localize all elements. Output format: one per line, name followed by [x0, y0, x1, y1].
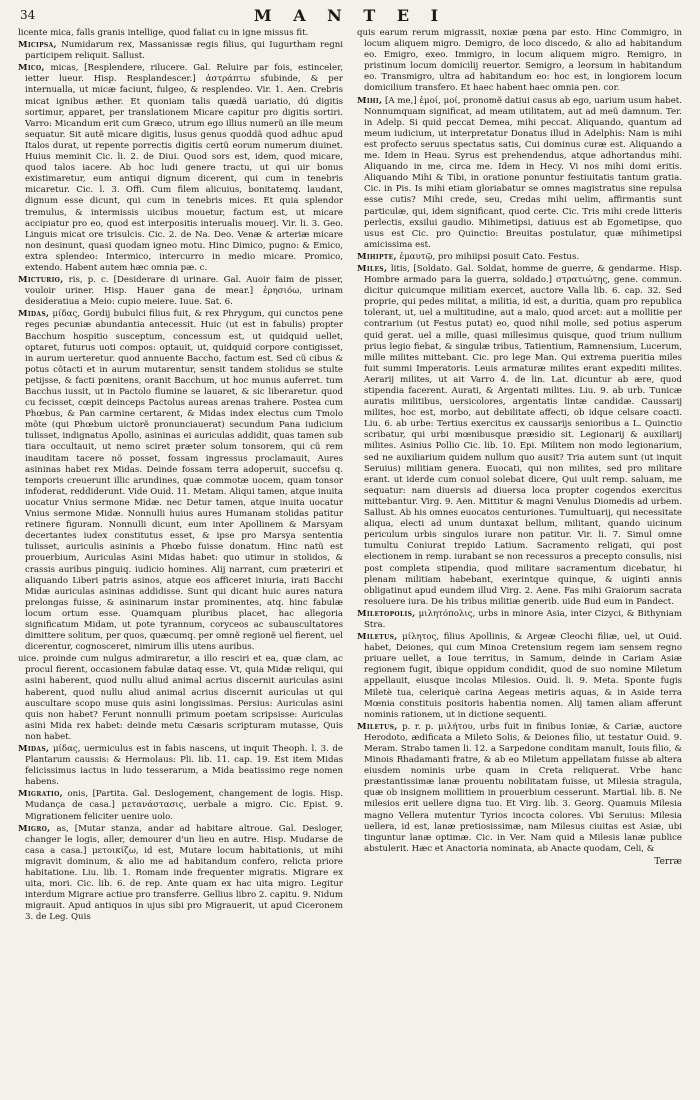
right-column — [357, 28, 682, 1094]
dictionary-entry — [357, 722, 682, 855]
entry-text: μίδας, Gordij bubulci filius fuit, & rex Phrygum, qui cunctos pene reges pecuniæ abundantia antecessit. Huic (ut est in fabulis) propter Bacchum hospitio susceptum, concessum est, ut quidquid uellet, optaret, futurus uoti compos: optauit, ut, quidquid corpore contigisset, in aurum uerteretur. quod annuente Baccho, factum est. Sed cũ cibus & potus cõtacti et in aurum mutarentur, sensit tandem stolidus se stulte petijsse, & facti pœnitens, oranit Bacchum, ut hoc munus auferret. tum Bacchus iussit, ut in Pactolo flumine se lauaret, & sic liberaretur. quod cu fecisset, cœpit deinceps Pactolus aureas arenas trahere. Postea cum Phœbus, & Pan carmine certarent, & Midas index electus cum Tmolo mõte (qui Phœbum uictorẽ pronunciauerat) secundum Pana iudicium tulisset, indignatus Apollo, asininas ei auriculas addidit, quas tamen sub tiara occultauit, ut nemo sciret præter solum tonsorem, qui cũ rem inauditam tacere nõ posset, fossam ingressus proclamauit, Aures asininas habet rex Midas. Deinde fossam terra adoperuit, succefsu q. temporis creuerunt illic arundines, quæ commotæ uocem, quam tonsor infoderat, reddiderunt. Vide Ouid. 11. Metam. Aliqui tamen, atque inuita uocatur Vnius sermone Midæ. nec Detur tamen, atque inuita uocatur Vnius sermone Midæ. Nonnulli huius aures Humanam stolidas patitur retinere figuram. Nonnulli dicunt, eum inter Apollinem & Marsyam decertantes iudex constitutus esset, & ipse pro Marsya sententia tulisset, auriculis asininis a Phœbo fuisse donatum. Hinc natũ est prouerbium, Auriculas Asini Midas habet: quo utimur in stolidos, & crassis auribus pinguiq. iudicio homines. Alij narrant, cum præteriri et aliquando Liberi patris asinos, atque eos afficeret iniuria, irati Bacchi Midæ auriculas asininas addidisse. Sunt qui dicant huic aures natura prelongas fuisse, & asininarum instar prominentes, atq. hinc fabulæ locum ortum esse. Quamquam pluribus placet, hac allegoria significatum Midam, ut pote tyrannum, coryceos ac subauscultatores dimittere solitum, per quos, quæcumq. per omnẽ regionẽ uel fierent, uel dicerentur, cognosceret, nimirum illis utens auribus. — [25, 309, 343, 653]
catchword: Terræ — [654, 856, 682, 867]
dictionary-entry — [18, 309, 343, 653]
entry-text: onis, [Partita. Gal. Deslogement, changement de logis. Hisp. Mudança de casa.] μετανάστασις, uerbale a migro. Cic. Epist. 9. Migrationem feliciter uenire uolo. — [25, 789, 343, 822]
entry-headword: Miletopolis, — [357, 608, 416, 619]
entry-headword: Migro, — [18, 823, 51, 834]
dictionary-entry — [18, 40, 343, 62]
entry-text: [A me,] ἐμοί, μοί, pronomẽ datiui casus ab ego, uarium usum habet. Nonnumquam significat, ad meam utilitatem, aut ad meũ damnum. Ter. in Adelp. Si quid peccat Demea, mihi peccat. Aliquando, quantum ad meum iudicium, ut interpretatur Donatus illud in Adelphis: Nam is mihi est profecto seruus spectatus satis, Cui dominus curæ est. Aliquando a me. Idem in Heau. Syrus est prehendendus, atque adhortandus mihi. Aliquando in me, circa me. Idem in Hecy. Vi nos mihi domi eritis. Aliquando Mihi & Tibi, in oratione ponuntur festiuitatis tantum gratia. Cic. in Pis. Is mihi etiam gloriabatur se omnes magistratus sine repulsa esse cutis? Mihi crede, seu, Credas mihi uelim, affirmantis sunt particulæ, qui, idem significant, quod certe. Cic. Tris mihi crede litteris perlectis, exsilui gaudio. Mihimetipsi, datiuus est ab Egometipse, quo usus est Cic. pro Quinctio: Breuitas postulatur, quæ mihimetipsi amicissima est. — [364, 95, 682, 250]
dictionary-entry — [18, 275, 343, 308]
dictionary-entry — [357, 252, 682, 263]
entry-headword: Midas, — [18, 309, 50, 320]
dictionary-entry — [18, 63, 343, 274]
dictionary-entry — [18, 824, 343, 924]
dictionary-entry — [357, 28, 682, 95]
entry-text: μίλητος, filius Apollinis, & Argeæ Cleochi filiæ, uel, ut Ouid. habet, Deiones, qui cum Minoa Cretensium regem iam sensem regno priuare uellet, a Ioue territus, in Samum, deinde in Cariam Asiæ regionem fugit, ibique oppidum condidit, quod de suo nomine Miletum appellauit, eiusque incolas Milesios. Ouid. li. 9. Meta. Sponte fugis Miletè tua, celeriquè carina Aegeas metiris aquas, & in Aside terra Mœnia constituis positoris habentia nomen. Alij tamen aliam afferunt nominis rationem, ut in dictione sequenti. — [364, 632, 682, 720]
entry-headword: Mihi, — [357, 95, 383, 106]
entry-text: licente mica, falls granis intellige, quod faliat cu in igne missus fit. — [18, 28, 309, 38]
text-columns — [18, 28, 682, 1094]
entry-headword: Midas, — [18, 744, 50, 754]
entry-text: μίδας, uermiculus est in fabis nascens, ut inquit Theoph. l. 3. de Plantarum caussis: & Hermolaus: Pli. lib. 11. cap. 19. Est item Midas felicissimus iactus in ludo tesserarum, a Mida beatissimo rege nomen habens. — [25, 744, 343, 788]
entry-headword: Miletus, — [357, 632, 398, 643]
running-head — [18, 6, 682, 28]
entry-text: litis, [Soldato. Gal. Soldat, homme de guerre, & gendarme. Hisp. Hombre armado para la guerra, soldado.] στρατιώτης, gene. commun. dicitur quicumque militiam exercet, auctore Valla lib. 6. cap. 32. Sed proprie, qui pedes militat, a militia, id est, a duritia, quam pro republica tolerant, ut, uel a multitudine, aut a malo, quod arcet: aut a mollitie per contrarium (ut Festus putat) eo, quod nihil molle, sed potius asperum quid gerat. uel a mille, quasi millesimus quisque, quod trium nullium prius legio fiebat, & singulæ tribus, Tatientium, Ramnensium, Lucerum, mille milites mittebant. Cic. pro lege Man. Qui extrema pueritia miles fuit summi Imperatoris. Leuis armaturæ milites erant expediti milites. Aerarij milites, ut ait Varro 4. de lin. Lat. dicuntur ab ære, quod stipendia facerent. Aurati, & Argentati milites. Liu. 9. ab urb. Tunicæ auratis militibus, uersicolores, argentatis lintæ candidæ. Caussarij milites, hoc est, morbo, aut debilitate affecti, ob idque celsare coacti. Liu. 6. ab urbe: Tertius exercitus ex caussarijs senioribus a L. Quinctio scribatur, qui urbi mœnibusque præsidio sit. Legionarij & auxiliarij milites. Asinius Pollio Cic. lib. 10. Epi. Militem non modo legionarium, sed ne auxiliarium quidem nullum quo ausit? Tria autem sunt (ut inquit Seruius) militiam genera. Euocati, qui non milites, sed pro militare erant. ut iderde cum conuol solebat dicere, Qui uult remp. saluam, me sequatur: nam diuersis ad diuersa loca propter cogendos exercitus mittebantur. Virg. 9. Aen. Mittitur & magni Venulus Diomedis ad urbem. Sallust. Ab his omnes euocatos centuriones. Tumultuarij, qui necessitate aliqua, electi ad unum duntaxat bellum, militant, quando uicinum periculum urbis singulos iurare non patitur. Vir. li. 7. Simul omne tumultu Coniurat trepido Latium. Sacramento religati, qui post electionem in remp. iurabant se non recessuros a precepto consulis, nisi post completa stipendia, quod militare sacramentum dicebatur, hi plenam militiam habebant, exerintque quinque, & uiginti annis obligatinut apud eundem illud Virg. 2. Aene. Fas mihi Graiorum sacrata resoluere iura. De his tribus militiæ generib. uide Bud eum in Pandect. — [364, 263, 682, 607]
entry-text: quis earum rerum migrassit, noxiæ pœna par esto. Hinc Commigro, in locum aliquem migro. Demigro, de loco discedo, & alio ad habitandum eo. Emigro, exeo. Immigro, in locum aliquem migro. Remigro, in pristinum locum domicilij reuertor. Semigro, a leorsum in habitandum eo. Transmigro, ultra ad habitandum eo: hoc est, in longiorem locum domicilium transfero. Et haec habent haec omnia pen. cor. — [357, 28, 682, 94]
dictionary-entry — [18, 654, 343, 743]
entry-text: p. r. p. μιλήτου, urbs fuit in finibus Ioniæ, & Cariæ, auctore Herodoto, ædificata a Mileto Solis, & Deiones filio, ut testatur Ouid. 9. Meram. Strabo tamen li. 12. a Sarpedone conditam manult, Iouis filio, & Minois Rhadamanti fratre, & ab eo Miletum appellatam fuisse ab altera eiusdem nominis urbe quam in Creta reliquerat. Vrbe hanc præstantissimæ lanæ prouentu nobilitatam fuisse, ut Milesia stragula, quæ ob insignem mollitiem in prouerbium cesserunt. Martial. lib. 8. Ne milesios erit uellere digna tuo. Et Virg. lib. 3. Georg. Quamuis Milesia magno Vellera mutentur Tyrios incocta colores. Vbi Seruius: Milesia uellera, id est, lanæ pretiosissimæ, nam Milesus ciuitas est Asiæ, ubi tinguntur lanæ optimæ. Cic. in Ver. Nam quid a Milesis lanæ publice abstulerit. Hæc et Anactoria nominata, ab Anacte quodam, Celi, & — [364, 721, 682, 854]
entry-text: μιλητόπολις, urbs in minore Asia, inter Cizyci, & Bithyniam Stra. — [364, 608, 682, 630]
entry-headword: Micipsa, — [18, 40, 57, 51]
entry-text: ἐμαυτῷ, pro mihiipsi posuit Cato. Festus. — [399, 251, 580, 262]
entry-headword: Mihipte, — [357, 251, 397, 262]
dictionary-entry — [357, 264, 682, 608]
entry-headword: Miles, — [357, 263, 388, 274]
entry-text: as, [Mutar stanza, andar ad habitare altroue. Gal. Desloger, changer le logis, aller, demourer d'un lieu en autre. Hisp. Mudarse de casa a casa.] μετοικίζω, id est, Mutare locum habitationis, ut mihi migravit dominum, & alio me ad habitandum confero, relicta priore habitatione. Liu. lib. 1. Romam inde frequenter migratis. Migrare ex uita, mori. Cic. lib. 6. de rep. Ante quam ex hac uita migro. Legitur interdum Migrare actiue pro transferre. Gellius libro 2. capitu. 9. Nidum migrauit. Apud antiquos in ujus sibi pro Migrauerit, ut apud Ciceronem 3. de Leg. Quis — [25, 823, 343, 923]
entry-headword: Migratio, — [18, 789, 63, 800]
dictionary-entry — [357, 96, 682, 251]
dictionary-entry — [18, 744, 343, 788]
entry-text: uice. proinde cum nulgus admiraretur, a illo resciri et ea, quæ clam, ac procul fierent, occasionem fabulæ dataq esse. Vt, quia Midæ reliqui, qui asini haberent, quod nullu aliud animal acrius discernit auriculas asini haberent, quod nullu aliud animal acrius discernit auriculas ut qui auscultare scopo muse quis asini longissimas. Persius: Auriculas asini quis non habet? Ferunt nonnulli primum poetam scripsisse: Auriculas asini Mida rex habet: deinde metu Cæsaris scripturam mutasse, Quis non habet. — [18, 654, 343, 742]
page-number: 34 — [20, 8, 36, 22]
entry-headword: Micturio, — [18, 275, 64, 286]
dictionary-entry — [18, 789, 343, 822]
dictionary-entry — [357, 609, 682, 631]
left-column — [18, 28, 343, 1094]
dictionary-entry — [18, 28, 343, 39]
entry-text: micas, [Resplendere, rilucere. Gal. Reluire par fois, estinceler, ietter lueur. Hisp. Resplandescer.] ἀστράπτω sfubinde, & per internualla, ut micæ faciunt, fulgeo, & resplendeo. Vir. 1. Aen. Crebris micat ignibus æther. Et quoniam talis quædã uariatio, dú digitis sortimur, apparet, per translationem Micare capitur pro digitis sortiri. Varro: Micandum erit cum Græco, utrum ego illius numerũ an ille meum sequatur. Sit autẽ micare digitis, lusus genus quoddã quod adhuc apud Italos durat, ut repente porrectis digitis certũ eorum numerum diuinet. Huius meminit Cic. li. 2. de Diui. Quod sors est, idem, quod micare, quod talos iacere. Ab hoc ludi genere tractu, ut qui uir bonus existimaretur, eum antiqui dignum dicerent, qui cum in tenebris micaretur. Cic. l. 3. Offi. Cum filem alicuius, bonitatemq. laudant, dignum esse dicunt, qui cum in tenebris mices. Et quia splendor tremulus, & intermissis uicibus mouetur, factum est, ut micare accipiatur pro eo, quod est interpositis interualis mouerj. Vir. li. 3. Geo. Linguis micat ore trisulcis. Cic. 2. de Na. Deo. Venæ & arteriæ micare non desinunt, quasi quodam igneo motu. Hinc Dimico, pugno: & Emico, extra splendeo: Intermico, intercurro in medio micare. Promico, extendo. Habent autem hæc omnia pæ. c. — [25, 63, 343, 273]
entry-headword: Miletus, — [357, 721, 398, 732]
entry-text: ris, p. c. [Desiderare di urinare. Gal. Auoir faim de pisser, vouloir uriner. Hisp. Hauer gana de mear.] ἐρησιόω, urinam desideratiua a Meio: cupio meiere. Iuue. Sat. 6. — [25, 275, 343, 308]
entry-text: Numidarum rex, Massanissæ regis filius, qui Iugurtham regni participem reliquit. Sallust. — [25, 40, 343, 62]
running-title: M A N T E I — [253, 6, 447, 25]
entry-headword: Mico, — [18, 63, 45, 74]
dictionary-entry — [357, 632, 682, 721]
